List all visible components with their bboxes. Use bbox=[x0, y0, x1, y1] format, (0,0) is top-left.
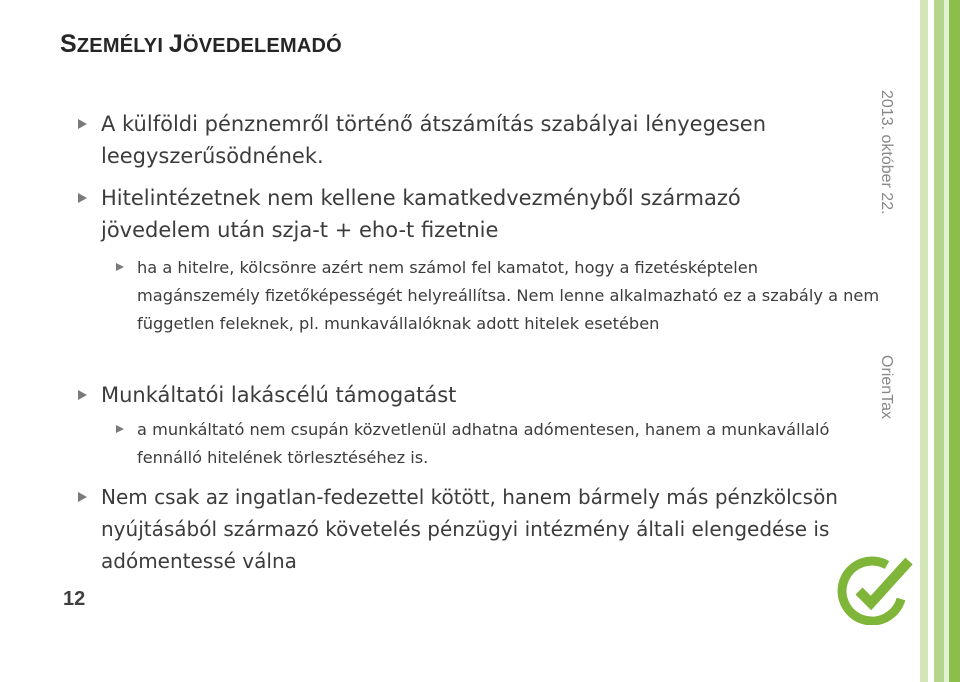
bullet-arrow-icon bbox=[78, 119, 87, 129]
title-part-2: ÖVEDELEMADÓ bbox=[182, 35, 342, 57]
bullet-arrow-icon bbox=[78, 193, 87, 203]
bullet-text: Hitelintézetnek nem kellene kamatkedvezményből származó jövedelem után szja-t + eho-t fizetnie bbox=[101, 186, 741, 242]
slide-date bbox=[878, 90, 919, 215]
bullet-item bbox=[78, 182, 798, 246]
title-initial-2: J bbox=[168, 30, 183, 58]
sub-bullet-item bbox=[116, 254, 881, 338]
title-part-1: ZEMÉLYI bbox=[76, 35, 169, 57]
bullet-arrow-icon bbox=[116, 263, 124, 271]
bullet-item bbox=[78, 108, 798, 172]
brand-text: OrienTax bbox=[878, 355, 895, 420]
page-number: 12 bbox=[63, 588, 86, 610]
bullet-text: Munkáltatói lakáscélú támogatást bbox=[101, 383, 457, 407]
title-initial-1: S bbox=[60, 30, 77, 58]
brand-name bbox=[878, 355, 919, 425]
date-text: 2013. október 22. bbox=[878, 90, 895, 215]
checkmark-circle-logo-icon bbox=[835, 555, 915, 625]
slide-title bbox=[60, 30, 342, 59]
bullet-item bbox=[78, 481, 883, 577]
bullet-arrow-icon bbox=[78, 390, 87, 400]
bullet-arrow-icon bbox=[116, 425, 124, 433]
bullet-text: Nem csak az ingatlan-fedezettel kötött, hanem bármely más pénzkölcsön nyújtásából származó követelés pénzügyi intézmény általi elengedése is adómentessé válna bbox=[101, 485, 838, 573]
bullet-arrow-icon bbox=[78, 492, 87, 502]
sub-bullet-text: a munkáltató nem csupán közvetlenül adhatna adómentesen, hanem a munkavállaló fennálló hitelének törlesztéséhez is. bbox=[137, 420, 830, 467]
decorative-sidebar bbox=[920, 0, 960, 682]
bullet-text: A külföldi pénznemről történő átszámítás szabályai lényegesen leegyszerűsödnének. bbox=[101, 112, 767, 168]
bullet-item bbox=[78, 379, 798, 411]
sub-bullet-item bbox=[116, 416, 856, 472]
sub-bullet-text: ha a hitelre, kölcsönre azért nem számol fel kamatot, hogy a fizetésképtelen magánszemély fizetőképességét helyreállítsa. Nem lenne alkalmazható ez a szabály a nem független feleknek, pl. munkavállalóknak adott hitelek esetében bbox=[137, 258, 880, 333]
